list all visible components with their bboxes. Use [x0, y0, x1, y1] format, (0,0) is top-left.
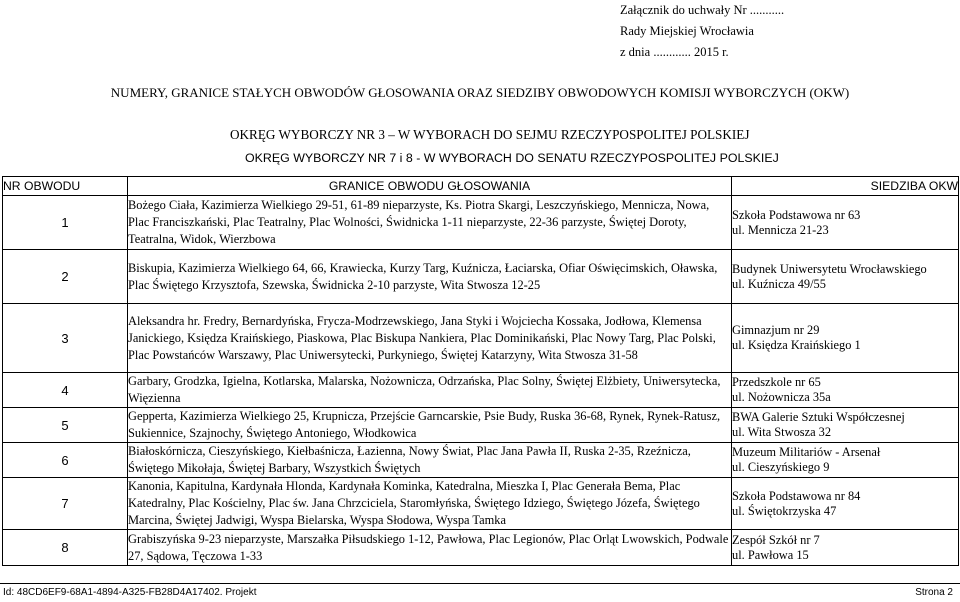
table-row — [3, 196, 959, 250]
header-headquarters: SIEDZIBA OKW — [732, 177, 959, 196]
hq-name: Szkoła Podstawowa nr 63 — [732, 207, 861, 222]
hq-name: Szkoła Podstawowa nr 84 — [732, 488, 861, 503]
page-title: NUMERY, GRANICE STAŁYCH OBWODÓW GŁOSOWANIA ORAZ SIEDZIBY OBWODOWYCH KOMISJI WYBORCZYCH (OKW) — [110, 85, 850, 100]
district-number: 7 — [3, 478, 128, 530]
district-number: 1 — [3, 196, 128, 250]
hq-name: Muzeum Militariów - Arsenał — [732, 445, 881, 459]
hq-name: Gimnazjum nr 29 — [732, 323, 820, 337]
district-boundaries: Gepperta, Kazimierza Wielkiego 25, Krupnicza, Przejście Garncarskie, Psie Budy, Ruska 36-68, Rynek, Rynek-Ratusz, Sukiennice, Szajnochy, Świętego Antoniego, Włodkowica — [128, 408, 732, 443]
footer-page-number: Strona 2 — [915, 587, 953, 598]
district-headquarters — [732, 250, 959, 304]
hq-address: ul. Nożownicza 35a — [732, 390, 831, 404]
table-row — [3, 408, 959, 443]
footer-document-id: Id: 48CD6EF9-68A1-4894-A325-FB28D4A17402. Projekt — [3, 587, 257, 598]
attachment-note — [620, 0, 784, 63]
district-boundaries: Białoskórnicza, Cieszyńskiego, Kiełbaśnicza, Łazienna, Nowy Świat, Plac Jana Pawła II, Ruska 2-35, Rzeźnicza, Świętego Mikołaja, Świętej Barbary, Wszystkich Świętych — [128, 443, 732, 478]
subtitle-sejm: OKRĘG WYBORCZY NR 3 – W WYBORACH DO SEJMU RZECZYPOSPOLITEJ POLSKIEJ — [230, 127, 750, 142]
attachment-line-3: z dnia ............ 2015 r. — [620, 45, 729, 59]
district-headquarters — [732, 373, 959, 408]
district-number: 2 — [3, 250, 128, 304]
table-row — [3, 250, 959, 304]
district-boundaries: Aleksandra hr. Fredry, Bernardyńska, Frycza-Modrzewskiego, Jana Styki i Wojciecha Kossaka, Jodłowa, Klemensa Janickiego, Księdza Kraińskiego, Piaskowa, Plac Biskupa Nankiera, Plac Dominikański, Plac Nowy Targ, Plac Polski, Plac Powstańców Warszawy, Plac Uniwersytecki, Purkyniego, Świętej Katarzyny, Wita Stwosza 31-58 — [128, 304, 732, 373]
district-boundaries: Biskupia, Kazimierza Wielkiego 64, 66, Krawiecka, Kurzy Targ, Kuźnicza, Łaciarska, Ofiar Oświęcimskich, Oławska, Plac Świętego Krzysztofa, Szewska, Świdnicka 2-10 parzyste, Wita Stwosza 12-25 — [128, 250, 732, 304]
district-headquarters — [732, 408, 959, 443]
hq-name: BWA Galerie Sztuki Współczesnej — [732, 410, 905, 424]
table-row — [3, 530, 959, 566]
hq-name: Przedszkole nr 65 — [732, 375, 821, 389]
district-number: 5 — [3, 408, 128, 443]
hq-name: Budynek Uniwersytetu Wrocławskiego — [732, 261, 927, 276]
attachment-line-2: Rady Miejskiej Wrocławia — [620, 24, 754, 38]
district-boundaries: Grabiszyńska 9-23 nieparzyste, Marszałka Piłsudskiego 1-12, Pawłowa, Plac Legionów, Plac Orląt Lwowskich, Podwale 27, Sądowa, Tęczowa 1-33 — [128, 530, 732, 566]
hq-name: Zespół Szkół nr 7 — [732, 532, 820, 547]
header-boundaries: GRANICE OBWODU GŁOSOWANIA — [128, 177, 732, 196]
hq-address: ul. Cieszyńskiego 9 — [732, 460, 830, 474]
district-number: 8 — [3, 530, 128, 566]
hq-address: ul. Wita Stwosza 32 — [732, 425, 832, 439]
hq-address: ul. Kuźnicza 49/55 — [732, 276, 826, 291]
attachment-line-1: Załącznik do uchwały Nr ........... — [620, 3, 785, 17]
hq-address: ul. Mennicza 21-23 — [732, 222, 829, 237]
hq-address: ul. Księdza Kraińskiego 1 — [732, 338, 861, 352]
district-headquarters — [732, 478, 959, 530]
district-headquarters — [732, 443, 959, 478]
table-row — [3, 304, 959, 373]
district-number: 4 — [3, 373, 128, 408]
district-headquarters — [732, 304, 959, 373]
hq-address: ul. Świętokrzyska 47 — [732, 503, 837, 518]
subtitle-senat: OKRĘG WYBORCZY NR 7 i 8 - W WYBORACH DO SENATU RZECZYPOSPOLITEJ POLSKIEJ — [245, 151, 779, 165]
table-row — [3, 478, 959, 530]
districts-table — [2, 176, 959, 566]
district-boundaries: Bożego Ciała, Kazimierza Wielkiego 29-51, 61-89 nieparzyste, Ks. Piotra Skargi, Leszczyńskiego, Mennicza, Nowa, Plac Franciszkański, Plac Teatralny, Plac Wolności, Świdnicka 1-11 nieparzyste, 22-36 parzyste, Świętej Doroty, Teatralna, Widok, Wierzbowa — [128, 196, 732, 250]
district-number: 6 — [3, 443, 128, 478]
hq-address: ul. Pawłowa 15 — [732, 547, 809, 562]
table-row — [3, 443, 959, 478]
table-header-row — [3, 177, 959, 196]
footer-divider — [0, 583, 960, 584]
district-boundaries: Kanonia, Kapitulna, Kardynała Hlonda, Kardynała Kominka, Katedralna, Mieszka I, Plac Generała Bema, Plac Katedralny, Plac Kościelny, Plac św. Jana Chrzciciela, Staromłyńska, Świętego Idziego, Świętego Józefa, Świętego Marcina, Świętej Jadwigi, Wyspa Bielarska, Wyspa Słodowa, Wyspa Tamka — [128, 478, 732, 530]
header-district-number: NR OBWODU — [3, 177, 128, 196]
district-headquarters — [732, 196, 959, 250]
district-boundaries: Garbary, Grodzka, Igielna, Kotlarska, Malarska, Nożownicza, Odrzańska, Plac Solny, Świętej Elżbiety, Uniwersytecka, Więzienna — [128, 373, 732, 408]
district-headquarters — [732, 530, 959, 566]
district-number: 3 — [3, 304, 128, 373]
table-row — [3, 373, 959, 408]
